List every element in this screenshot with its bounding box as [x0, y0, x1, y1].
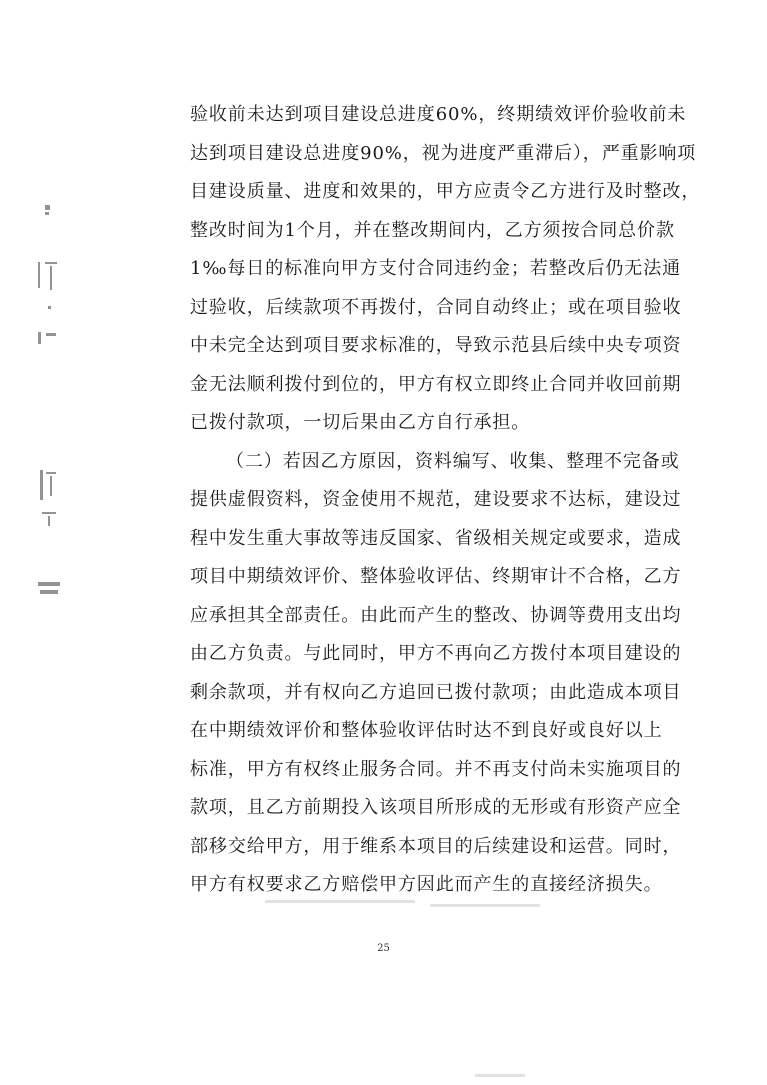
- text-line: 验收前未达到项目建设总进度60%，终期绩效评价验收前未: [190, 104, 687, 125]
- bleed-through-line: [475, 1074, 525, 1077]
- scan-artifact: [45, 212, 49, 215]
- scan-artifact: [50, 476, 52, 496]
- scan-artifact: [46, 333, 56, 336]
- scan-artifact: [48, 516, 50, 526]
- text-line: 达到项目建设总进度90%，视为进度严重滞后），严重影响项: [190, 142, 697, 164]
- text-line: 标准，甲方有权终止服务合同。并不再支付尚未实施项目的: [190, 758, 682, 780]
- scan-artifact: [45, 262, 57, 264]
- paragraph-start-line: （二）若因乙方原因，资料编写、收集、整理不完备或: [226, 450, 680, 472]
- text-line: 由乙方负责。与此同时，甲方不再向乙方拨付本项目建设的: [190, 643, 682, 664]
- text-line: 整改时间为1个月，并在整改期间内，乙方须按合同总价款: [190, 219, 675, 241]
- scan-artifact: [40, 590, 58, 594]
- text-line: 剩余款项，并有权向乙方追回已拨付款项；由此造成本项目: [190, 681, 682, 703]
- scan-artifact: [45, 205, 50, 210]
- scan-artifact: [46, 472, 56, 474]
- text-line: 应承担其全部责任。由此而产生的整改、协调等费用支出均: [190, 604, 682, 626]
- text-line: 提供虚假资料，资金使用不规范，建设要求不达标，建设过: [190, 489, 682, 510]
- text-line: 款项，且乙方前期投入该项目所形成的无形或有形资产应全: [190, 797, 682, 818]
- text-line: 程中发生重大事故等违反国家、省级相关规定或要求，造成: [190, 527, 682, 549]
- scan-artifact: [38, 262, 40, 288]
- text-line: 项目中期绩效评价、整体验收评估、终期审计不合格，乙方: [190, 566, 682, 587]
- body-text: [190, 96, 701, 905]
- scan-artifact: [50, 266, 52, 290]
- scan-artifact: [38, 332, 41, 344]
- text-line: 1‰每日的标准向甲方支付合同违约金；若整改后仍无法通: [190, 258, 682, 279]
- text-line: 在中期绩效评价和整体验收评估时达不到良好或良好以上: [190, 720, 663, 741]
- text-line: 已拨付款项，一切后果由乙方自行承担。: [190, 412, 531, 433]
- text-line: 过验收，后续款项不再拨付，合同自动终止；或在项目验收: [190, 296, 682, 318]
- scan-artifact: [40, 470, 43, 500]
- text-line: 部移交给甲方，用于维系本项目的后续建设和运营。同时，: [190, 835, 682, 857]
- text-line: 目建设质量、进度和效果的，甲方应责令乙方进行及时整改，: [190, 181, 701, 202]
- text-line: 甲方有权要求乙方赔偿甲方因此而产生的直接经济损失。: [190, 874, 663, 895]
- scan-artifact: [48, 306, 51, 309]
- scan-artifact: [38, 582, 60, 586]
- page-number: 25: [377, 943, 390, 954]
- text-line: 金无法顺利拨付到位的，甲方有权立即终止合同并收回前期: [190, 373, 682, 395]
- scan-artifact: [42, 512, 56, 514]
- text-line: 中未完全达到项目要求标准的，导致示范县后续中央专项资: [190, 335, 682, 356]
